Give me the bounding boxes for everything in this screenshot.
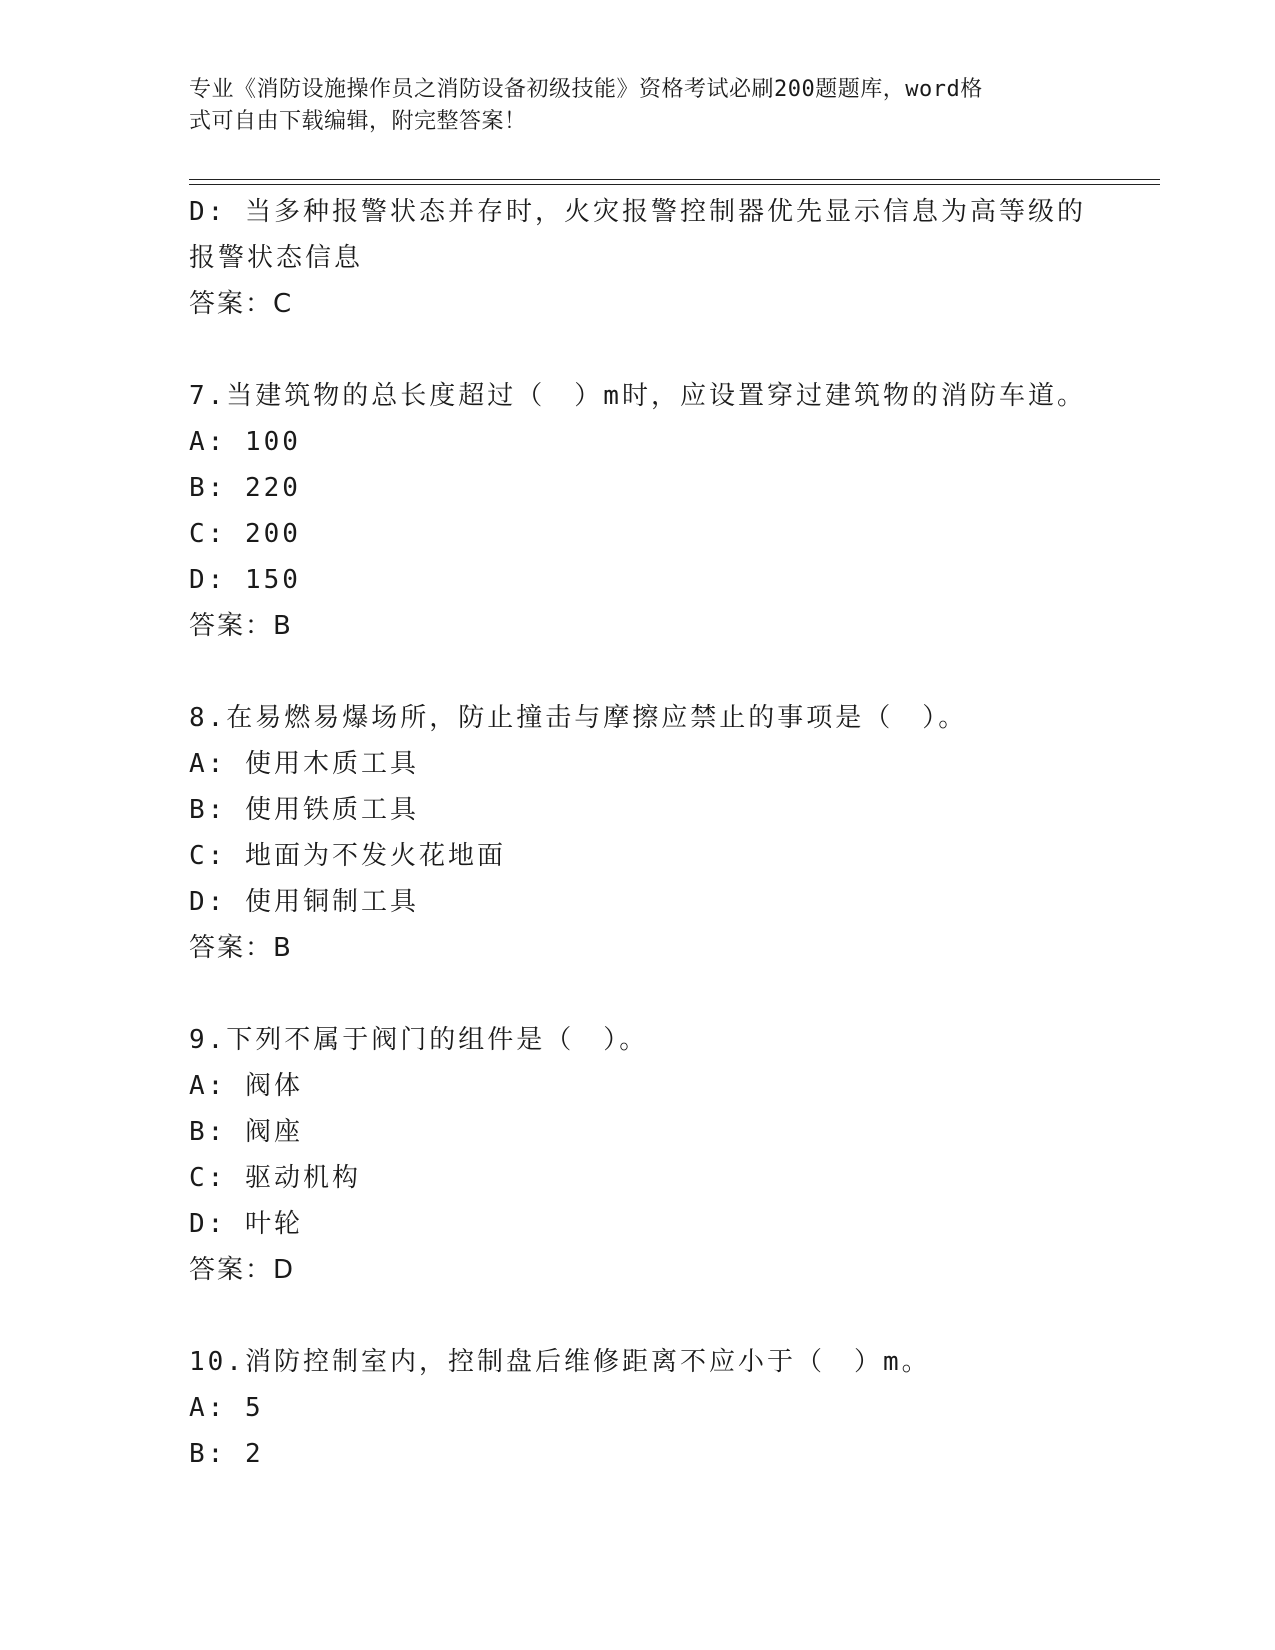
header-line-1: 专业《消防设施操作员之消防设备初级技能》资格考试必刷200题题库，word格 bbox=[189, 77, 983, 102]
option-c: C: 200 bbox=[189, 519, 301, 549]
header-divider-top bbox=[189, 179, 1160, 180]
option-b: B: 阀座 bbox=[189, 1117, 303, 1147]
option-b: B: 220 bbox=[189, 473, 301, 503]
answer-label: 答案：B bbox=[189, 611, 293, 641]
document-header bbox=[189, 74, 1089, 138]
option-a: A: 5 bbox=[189, 1393, 264, 1423]
option-a: A: 使用木质工具 bbox=[189, 749, 419, 779]
spacer bbox=[189, 327, 1089, 373]
question-text: 7.当建筑物的总长度超过（ ）m时，应设置穿过建筑物的消防车道。 bbox=[189, 381, 1086, 411]
header-divider-bottom bbox=[189, 184, 1160, 185]
answer-label: 答案：C bbox=[189, 289, 294, 319]
question-9 bbox=[189, 1017, 1089, 1293]
header-line-2: 式可自由下载编辑，附完整答案！ bbox=[189, 109, 527, 134]
option-b: B: 使用铁质工具 bbox=[189, 795, 419, 825]
option-b: B: 2 bbox=[189, 1439, 264, 1469]
answer-label: 答案：D bbox=[189, 1255, 296, 1285]
spacer bbox=[189, 649, 1089, 695]
question-list bbox=[189, 189, 1089, 1477]
spacer bbox=[189, 1293, 1089, 1339]
option-d: D: 当多种报警状态并存时，火灾报警控制器优先显示信息为高等级的 bbox=[189, 197, 1086, 227]
option-d: D: 使用铜制工具 bbox=[189, 887, 419, 917]
option-d: D: 叶轮 bbox=[189, 1209, 303, 1239]
question-6-continued bbox=[189, 189, 1089, 327]
option-c: C: 驱动机构 bbox=[189, 1163, 361, 1193]
answer-label: 答案：B bbox=[189, 933, 293, 963]
question-text: 10.消防控制室内，控制盘后维修距离不应小于（ ）m。 bbox=[189, 1347, 931, 1377]
option-a: A: 100 bbox=[189, 427, 301, 457]
option-d: D: 150 bbox=[189, 565, 301, 595]
option-a: A: 阀体 bbox=[189, 1071, 303, 1101]
option-d-continued: 报警状态信息 bbox=[189, 243, 364, 273]
spacer bbox=[189, 971, 1089, 1017]
question-8 bbox=[189, 695, 1089, 971]
option-c: C: 地面为不发火花地面 bbox=[189, 841, 506, 871]
question-10 bbox=[189, 1339, 1089, 1477]
question-text: 9.下列不属于阀门的组件是（ ）。 bbox=[189, 1025, 649, 1055]
question-text: 8.在易燃易爆场所，防止撞击与摩擦应禁止的事项是（ ）。 bbox=[189, 703, 968, 733]
question-7 bbox=[189, 373, 1089, 649]
